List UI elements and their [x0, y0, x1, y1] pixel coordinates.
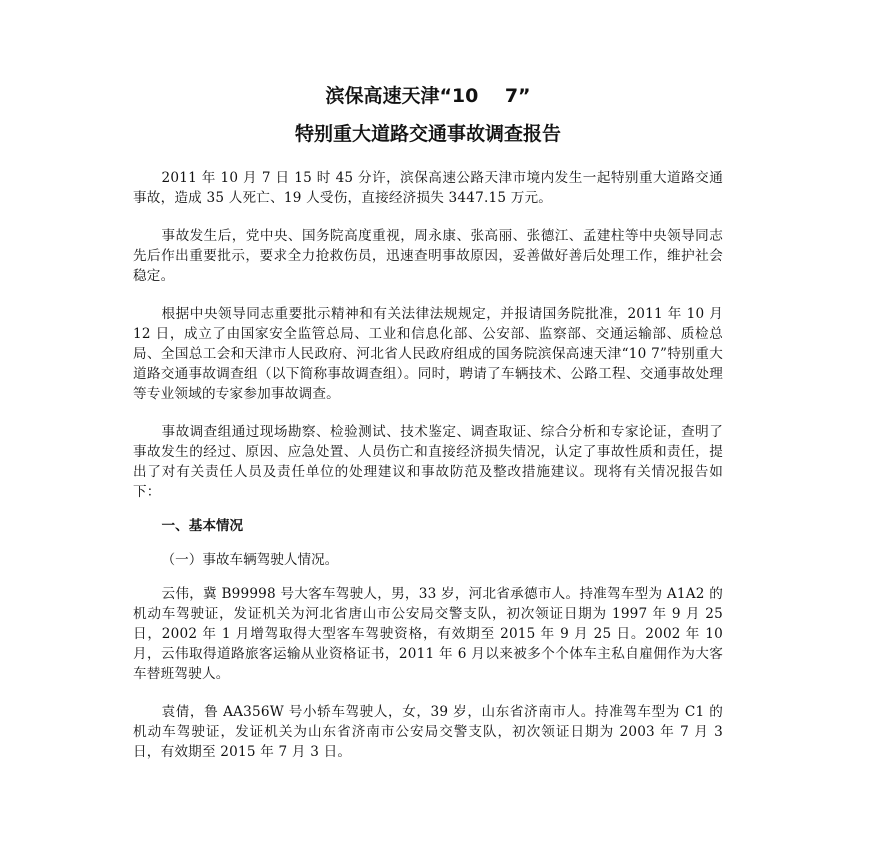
- paragraph-driver-yuanqian: 袁倩，鲁 AA356W 号小轿车驾驶人，女，39 岁，山东省济南市人。持准驾车型为 C1 的机动车驾驶证，发证机关为山东省济南市公安局交警支队，初次领证日期为 2003 年 7 月 3 日，有效期至 2015 年 7 月 3 日。: [133, 704, 723, 760]
- paragraph-investigation-process: 事故调查组通过现场勘察、检验测试、技术鉴定、调查取证、综合分析和专家论证，查明了事故发生的经过、原因、应急处置、人员伤亡和直接经济损失情况，认定了事故性质和责任，提出了对有关责任人员及责任单位的处理建议和事故防范及整改措施建议。现将有关情况报告如下：: [133, 424, 723, 500]
- subsection-heading: （一）事故车辆驾驶人情况。: [161, 552, 339, 568]
- title-line-2: 特别重大道路交通事故调查报告: [294, 123, 561, 145]
- paragraph-leadership-response: 事故发生后，党中央、国务院高度重视，周永康、张高丽、张德江、孟建柱等中央领导同志先后作出重要批示，要求全力抢救伤员，迅速查明事故原因，妥善做好善后处理工作，维护社会稳定。: [133, 228, 723, 284]
- paragraph-driver-yunwei: 云伟，冀 B99998 号大客车驾驶人，男，33 岁，河北省承德市人。持准驾车型为 A1A2 的机动车驾驶证，发证机关为河北省唐山市公安局交警支队，初次领证日期为 1997 年 9 月 25 日，2002 年 1 月增驾取得大型客车驾驶资格，有效期至 2015 年 9 月 25 日。2002 年 10 月，云伟取得道路旅客运输从业资格证书，2011 年 6 月以来被多个个体车主私自雇佣作为大客车替班驾驶人。: [133, 586, 723, 682]
- paragraph-summary: 2011 年 10 月 7 日 15 时 45 分许，滨保高速公路天津市境内发生一起特别重大道路交通事故，造成 35 人死亡、19 人受伤，直接经济损失 3447.15 万元。: [133, 170, 723, 206]
- document-content: [133, 82, 723, 780]
- section-heading: 一、基本情况: [161, 518, 244, 534]
- paragraph-investigation-team: 根据中央领导同志重要批示精神和有关法律法规规定，并报请国务院批准，2011 年 10 月 12 日，成立了由国家安全监管总局、工业和信息化部、公安部、监察部、交通运输部、质检总局、全国总工会和天津市人民政府、河北省人民政府组成的国务院滨保高速天津“10 7”特别重大道路交通事故调查组（以下简称事故调查组）。同时，聘请了车辆技术、公路工程、交通事故处理等专业领域的专家参加事故调查。: [133, 306, 723, 402]
- title-line-1: 滨保高速天津“10 7”: [325, 85, 531, 107]
